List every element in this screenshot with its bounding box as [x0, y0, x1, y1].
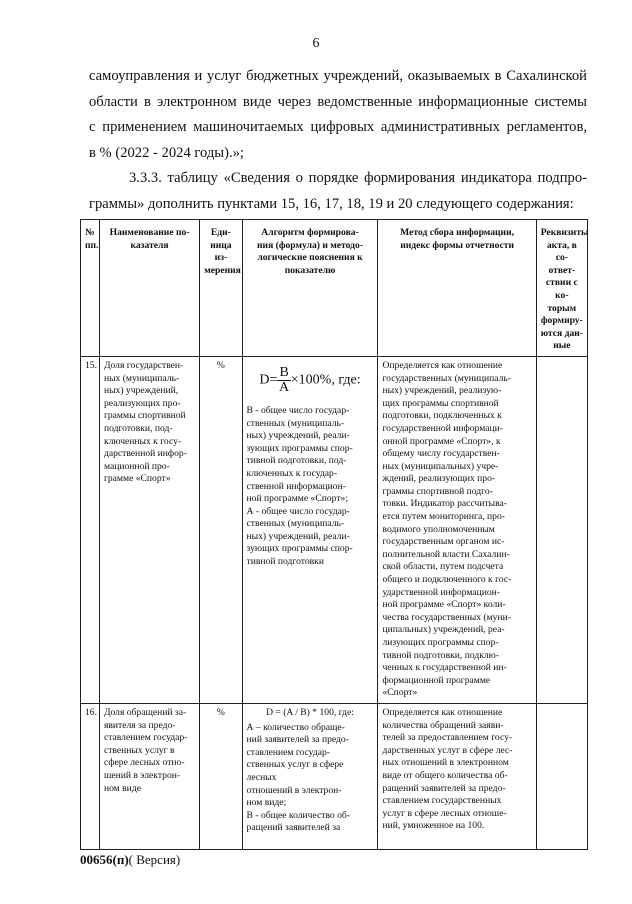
header-act: Реквизиты акта, в со- ответ- ствии с ко- торым формиру- ются дан- ные: [536, 220, 587, 357]
row-algorithm-cell: [242, 356, 378, 703]
row-algorithm-cell: [242, 703, 378, 849]
document-footer: [80, 852, 180, 868]
header-name: Наименование по- казателя: [99, 220, 199, 357]
table-row: [81, 356, 588, 703]
row-num: 16.: [81, 703, 100, 849]
page-number: 6: [312, 36, 320, 51]
row-algorithm: А – количество обраще- ний заявителей за предо- ставлением государ- ственных услуг в сфере лесных отношений в электрон- ном виде; В - общее количество об- ращений заявителей за: [246, 721, 350, 834]
paragraph-line: с применением машиночитаемых цифровых административных регламентов,: [89, 119, 587, 135]
formula-rest: ×100%, где:: [290, 372, 361, 388]
header-unit: Еди- ница из- мерения: [200, 220, 242, 357]
indicator-table: [80, 219, 588, 850]
formula: D = (A / B) * 100, где:: [266, 706, 354, 718]
formula-denominator: A: [279, 379, 290, 395]
body-text: [89, 64, 587, 217]
row-act: [536, 703, 587, 849]
row-unit: %: [200, 356, 242, 703]
row-name: Доля обращений за- явителя за предо- ставлением государ- ственных услуг в сфере лесных отно- шений в электрон- ном виде: [99, 703, 199, 849]
paragraph-line: граммы» дополнить пунктами 15, 16, 17, 18, 19 и 20 следующего содержания:: [89, 195, 574, 212]
paragraph-line: в % (2022 - 2024 годы).»;: [89, 144, 244, 161]
header-num: № пп.: [81, 220, 100, 357]
table-row: [81, 703, 588, 849]
paragraph-line: области в электронном виде через ведомственные информационные системы: [89, 93, 587, 110]
document-code: 00656(п): [80, 852, 129, 867]
row-method: Определяется как отношение количества обращений заяви- телей за предоставлением госу- дарственных услуг в сфере лес- ных отношений в электронном виде от общего количества об- ращений заявителей за предо- ставлением государственных услуг в сфере лесных отноше- ний, умноженное на 100.: [378, 703, 536, 849]
document-version: ( Версия): [128, 852, 181, 867]
row-act: [536, 356, 587, 703]
paragraph-line: самоуправления и услуг бюджетных учреждений, оказываемых в Сахалинской: [89, 68, 587, 84]
formula-numerator: B: [279, 364, 289, 380]
row-num: 15.: [81, 356, 100, 703]
formula-lhs: D: [259, 372, 270, 388]
row-unit: %: [200, 703, 242, 849]
header-algorithm: Алгоритм формирова- ния (формула) и методо- логические пояснения к показателю: [242, 220, 378, 357]
table-header-row: [81, 220, 588, 357]
row-method: Определяется как отношение государственных (муниципаль- ных) учреждений, реализую- щих программы спортивной подготовки, подключенных к государственной информаци- онной программе «Спорт», к общему числу государствен- ных (муниципальных) учре- ждений, реализующих про- граммы спортивной подго- товки. Индикатор рассчитыва- ется путем мониторинга, про- водимого уполномоченным государственным органом ис- полнительной власти Сахалин- ской области, путем подсчета общего и подключенного к гос- ударственной информацион- ной программе «Спорт» коли- чества государственных (муни- ципальных) учреждений, реа- лизующих программы спор- тивной подготовки, подклю- ченных к государственной ин- формационной программе «Спорт»: [378, 356, 536, 703]
row-name: Доля государствен- ных (муниципаль- ных) учреждений, реализующих про- граммы спортивной подготовки, под- ключенных к госу- дарственной инфор- мационной про- грамме «Спорт»: [99, 356, 199, 703]
paragraph-line: 3.3.3. таблицу «Сведения о порядке формирования индикатора подпро-: [129, 170, 587, 186]
formula: D= $\frac{B}{A}$ ×100%, где:: [259, 364, 361, 395]
header-method: Метод сбора информации, индекс формы отчетности: [378, 220, 536, 357]
formula-fraction: [277, 366, 290, 395]
row-algorithm: В - общее число государ- ственных (муниципаль- ных) учреждений, реали- зующих программы спор- тивной подготовки, под- ключенных к государ- ственной информацион- ной программе «Спорт»; А - общее число государ- ственных (муниципаль- ных) учреждений, реали- зующих программы спор- тивной подготовки: [246, 404, 353, 568]
